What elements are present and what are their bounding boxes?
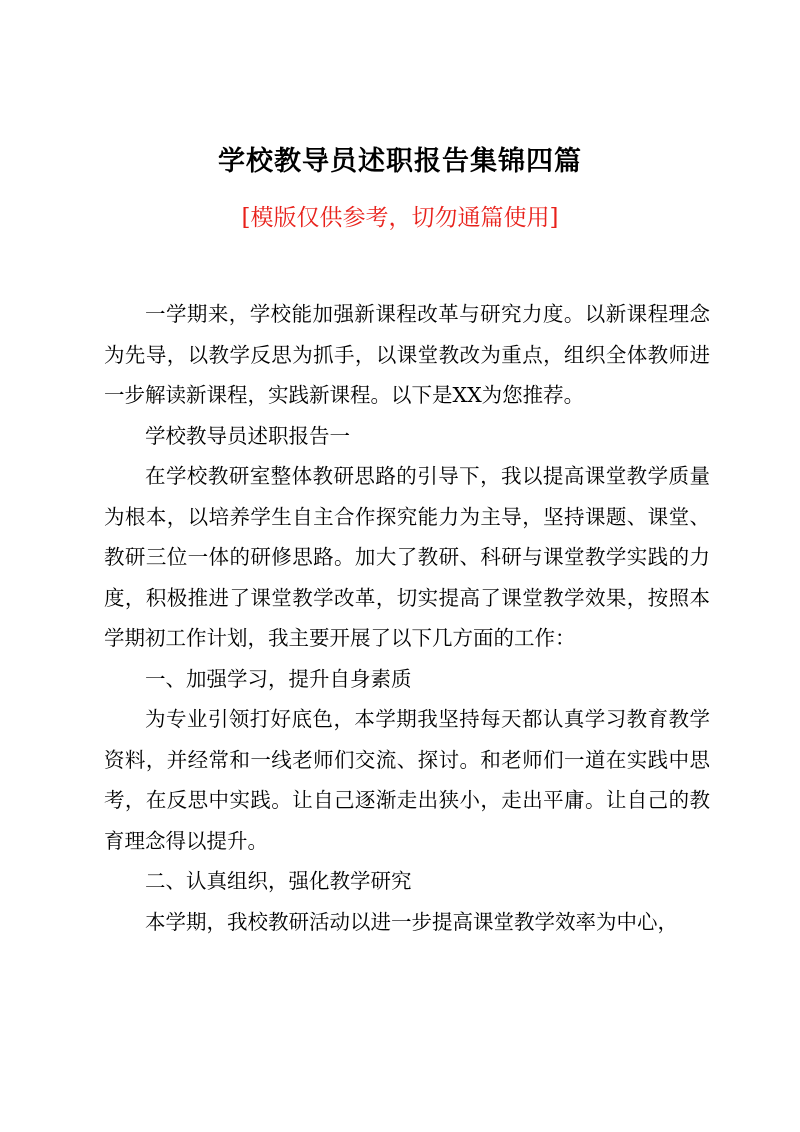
intro-paragraph: 一学期来，学校能加强新课程改革与研究力度。以新课程理念为先导，以教学反思为抓手，以课堂教改为重点，组织全体教师进一步解读新课程，实践新课程。以下是XX为您推荐。: [104, 302, 710, 407]
heading-strengthen-study: 一、加强学习，提升自身素质: [145, 666, 412, 691]
template-notice: [模版仅供参考，切勿通篇使用]: [241, 205, 559, 231]
document-title: 学校教导员述职报告集锦四篇: [218, 146, 582, 177]
document-body: [104, 294, 710, 942]
report-one-paragraph: 在学校教研室整体教研思路的引导下，我以提高课堂教学质量为根本，以培养学生自主合作探究能力为主导，坚持课题、课堂、教研三位一体的研修思路。加大了教研、科研与课堂教学实践的力度，积极推进了课堂教学改革，切实提高了课堂教学效果，按照本学期初工作计划，我主要开展了以下几方面的工作：: [104, 464, 710, 650]
section-heading-report-one: 学校教导员述职报告一: [145, 423, 350, 448]
research-paragraph: 本学期，我校教研活动以进一步提高课堂教学效率为中心，: [145, 909, 678, 934]
study-paragraph: 为专业引领打好底色，本学期我坚持每天都认真学习教育教学资料，并经常和一线老师们交流、探讨。和老师们一道在实践中思考，在反思中实践。让自己逐渐走出狭小，走出平庸。让自己的教育理念得以提升。: [104, 707, 710, 853]
heading-teaching-research: 二、认真组织，强化教学研究: [145, 869, 412, 893]
